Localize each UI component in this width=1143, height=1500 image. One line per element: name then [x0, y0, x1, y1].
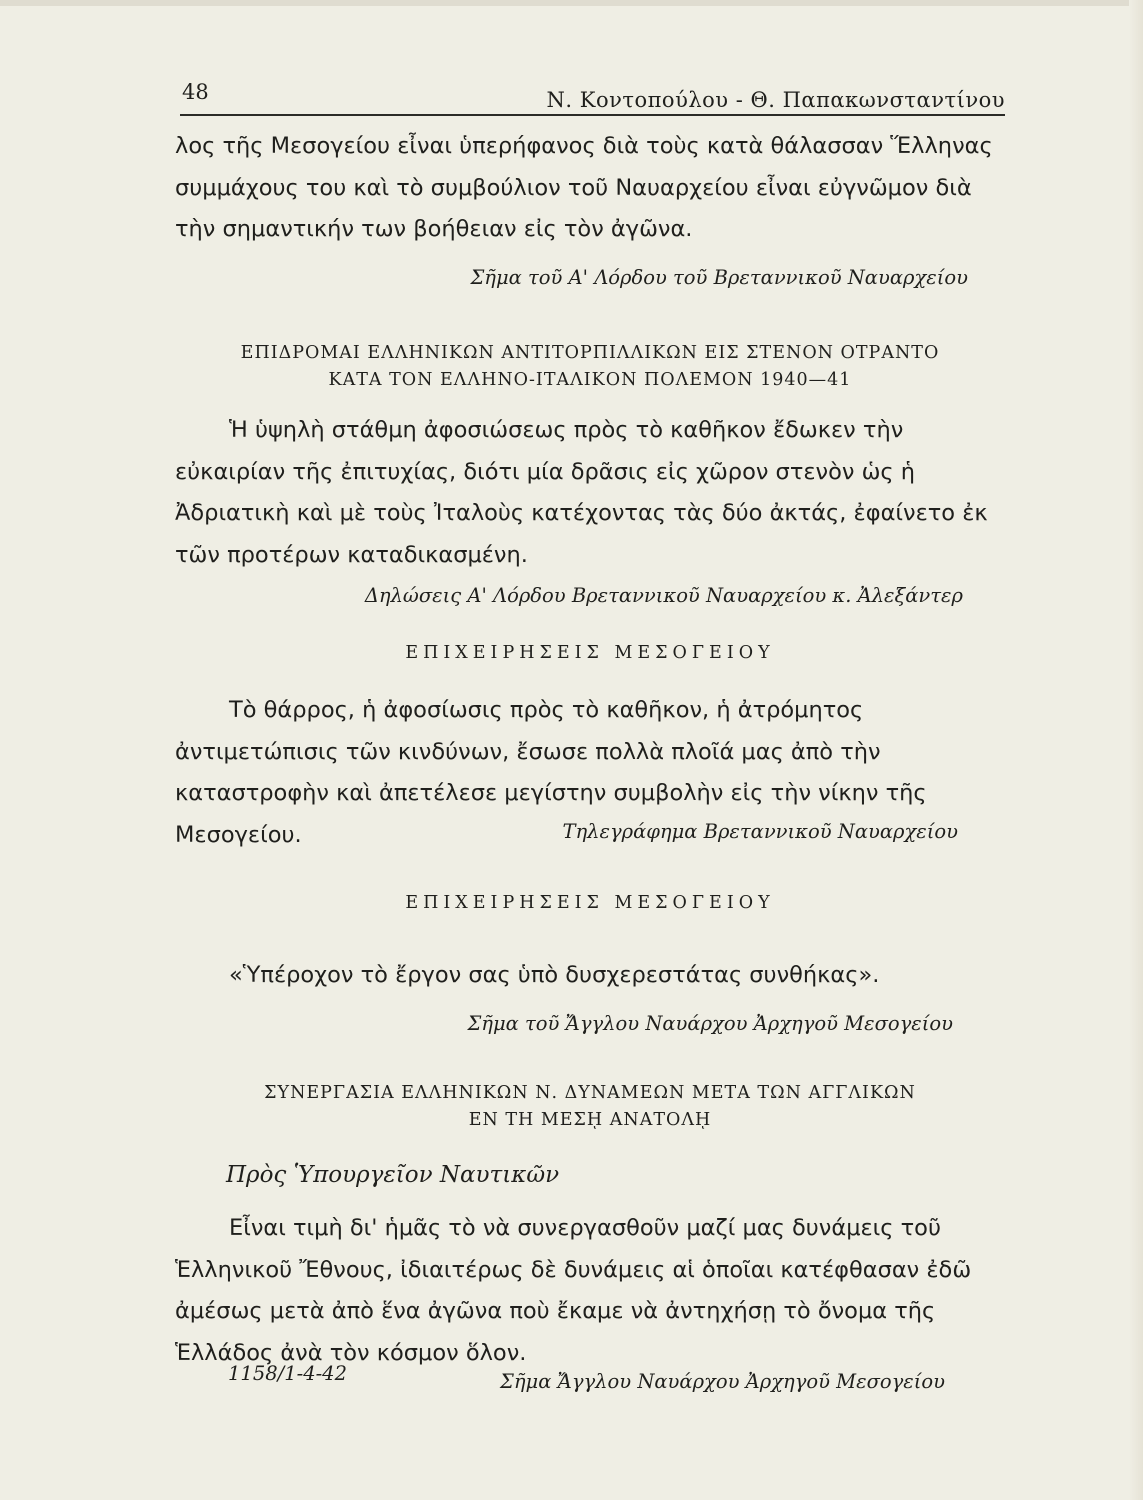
paragraph-continuation: λος τῆς Μεσογείου εἶναι ὑπερήφανος διὰ τοὺς κατὰ θάλασσαν Ἕλληνας συμμάχους του καὶ τὸ συμβούλιον τοῦ Ναυαρχείου εἶναι εὐγνῶμον διὰ τὴν σημαντικήν των βοήθειαν εἰς τὸν ἀγῶνα. — [175, 133, 993, 242]
heading-cooperation-line2: ΕΝ ΤΗ ΜΕΣῌ ΑΝΑΤΟΛῌ — [468, 1110, 712, 1130]
header-rule — [180, 114, 1005, 116]
page-top-edge — [0, 0, 1143, 6]
running-head: Ν. Κοντοπούλου - Θ. Παπακωνσταντίνου — [546, 88, 1005, 112]
heading-cooperation — [160, 1080, 1020, 1134]
paragraph-adriatic: Ἡ ὑψηλὴ στάθμη ἀφοσιώσεως πρὸς τὸ καθῆκον ἔδωκεν τὴν εὐκαιρίαν τῆς ἐπιτυχίας, διότι μία δρᾶσις εἰς χῶρον στενὸν ὡς ἡ Ἀδριατικὴ καὶ μὲ τοὺς Ἰταλοὺς κατέχοντας τὰς δύο ἀκτάς, ἐφαίνετο ἐκ τῶν προτέρων καταδικασμένη. — [175, 417, 988, 568]
heading-mediterranean-ops-2: ΕΠΙΧΕΙΡΗΣΕΙΣ ΜΕΣΟΓΕΙΟΥ — [405, 893, 775, 913]
heading-otranto-line1: ΕΠΙΔΡΟΜΑΙ ΕΛΛΗΝΙΚΩΝ ΑΝΤΙΤΟΡΠΙΛΛΙΚΩΝ ΕΙΣ ΣΤΕΝΟΝ ΟΤΡΑΝΤΟ — [240, 343, 940, 363]
signature-admiral-1: Σῆμα τοῦ Ἄγγλου Ναυάρχου Ἀρχηγοῦ Μεσογείου — [467, 1012, 953, 1035]
signature-admiral-2: Σῆμα Ἄγγλου Ναυάρχου Ἀρχηγοῦ Μεσογείου — [500, 1370, 945, 1393]
salutation: Πρὸς Ὑπουργεῖον Ναυτικῶν — [226, 1162, 560, 1188]
heading-otranto-line2: ΚΑΤΑ ΤΟΝ ΕΛΛΗΝΟ-ΙΤΑΛΙΚΟΝ ΠΟΛΕΜΟΝ 1940—41 — [328, 370, 852, 390]
signature-alexander: Δηλώσεις Α' Λόρδου Βρεταννικοῦ Ναυαρχείου κ. Ἀλεξάντερ — [364, 584, 963, 607]
page-right-edge — [1129, 0, 1143, 1500]
paragraph-honour: Εἶναι τιμὴ δι' ἡμᾶς τὸ νὰ συνεργασθοῦν μαζί μας δυνάμεις τοῦ Ἑλληνικοῦ Ἔθνους, ἰδιαιτέρως δὲ δυνάμεις αἱ ὁποῖαι κατέφθασαν ἐδῶ ἀμέσως μετὰ ἀπὸ ἕνα ἀγῶνα ποὺ ἔκαμε νὰ ἀντηχήσῃ τὸ ὄνομα τῆς Ἑλλάδος ἀνὰ τὸν κόσμον ὅλον. — [175, 1215, 972, 1366]
page-number: 48 — [182, 80, 209, 104]
signature-first-lord: Σῆμα τοῦ Α' Λόρδου τοῦ Βρεταννικοῦ Ναυαρχείου — [470, 266, 968, 289]
heading-cooperation-line1: ΣΥΝΕΡΓΑΣΙΑ ΕΛΛΗΝΙΚΩΝ Ν. ΔΥΝΑΜΕΩΝ ΜΕΤΑ ΤΩΝ ΑΓΓΛΙΚΩΝ — [264, 1083, 916, 1103]
paragraph-courage: Τὸ θάρρος, ἡ ἀφοσίωσις πρὸς τὸ καθῆκον, ἡ ἀτρόμητος ἀντιμετώπισις τῶν κινδύνων, ἔσωσε πολλὰ πλοῖά μας ἀπὸ τὴν καταστροφὴν καὶ ἀπετέλεσε μεγίστην συμβολὴν εἰς τὴν νίκην τῆς Μεσογείου. — [175, 697, 927, 848]
page-header — [180, 78, 1005, 116]
heading-otranto-raids — [160, 340, 1020, 394]
signature-telegram: Τηλεγράφημα Βρεταννικοῦ Ναυαρχείου — [562, 820, 958, 843]
heading-mediterranean-ops-1: ΕΠΙΧΕΙΡΗΣΕΙΣ ΜΕΣΟΓΕΙΟΥ — [405, 643, 775, 663]
paragraph-quote: «Ὑπέροχον τὸ ἔργον σας ὑπὸ δυσχερεστάτας συνθήκας». — [229, 962, 880, 988]
reference-number: 1158/1-4-42 — [228, 1362, 347, 1385]
